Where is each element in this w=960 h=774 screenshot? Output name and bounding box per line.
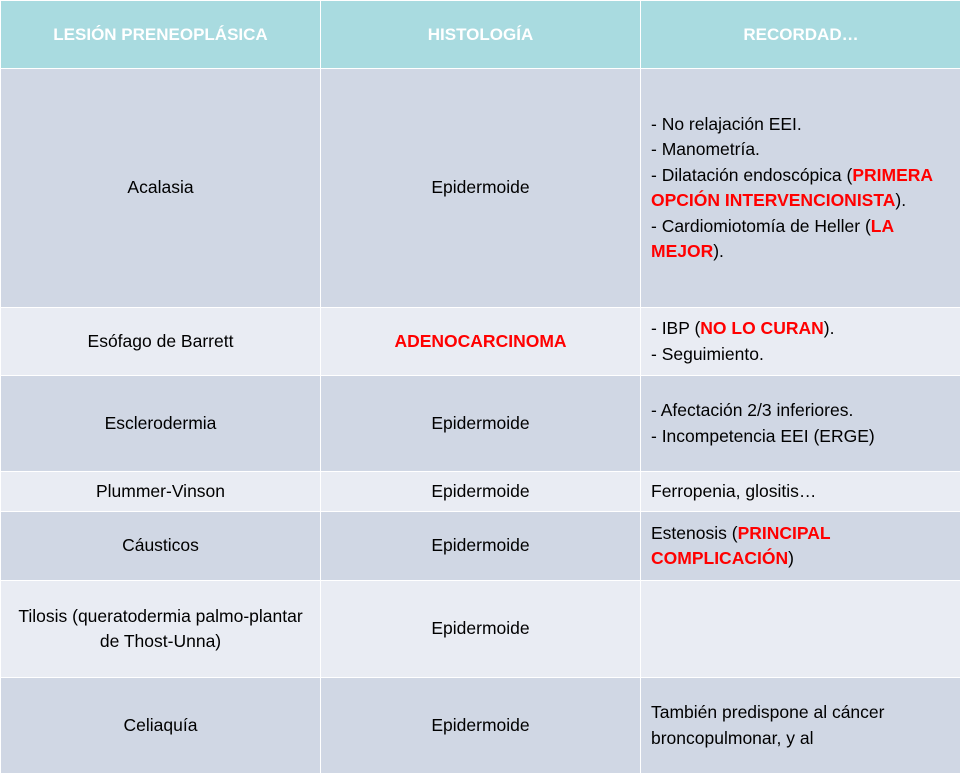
notes-cell — [641, 376, 960, 472]
lesion-cell: Tilosis (queratodermia palmo-plantar de Thost-Unna) — [1, 581, 321, 678]
note-line: - Manometría. — [651, 137, 953, 163]
note-text: ) — [788, 548, 794, 568]
histology-cell: Epidermoide — [321, 581, 641, 678]
note-text: Estenosis ( — [651, 523, 738, 543]
table-row — [1, 512, 960, 581]
notes-cell — [641, 581, 960, 678]
histology-cell: Epidermoide — [321, 512, 641, 581]
lesion-cell: Esclerodermia — [1, 376, 321, 472]
header-lesion: LESIÓN PRENEOPLÁSICA — [1, 1, 321, 69]
note-line — [651, 214, 953, 265]
table-header-row — [1, 1, 960, 69]
histology-cell: Epidermoide — [321, 69, 641, 308]
highlight-text: PRIMERA OPCIÓN INTERVENCIONISTA — [651, 165, 932, 211]
header-notes: RECORDAD… — [641, 1, 960, 69]
lesion-cell: Plummer-Vinson — [1, 472, 321, 512]
histology-cell: ADENOCARCINOMA — [321, 308, 641, 376]
lesion-cell: Acalasia — [1, 69, 321, 308]
highlight-text: NO LO CURAN — [700, 318, 823, 338]
highlight-text: PRINCIPAL COMPLICACIÓN — [651, 523, 830, 569]
note-text: - Cardiomiotomía de Heller ( — [651, 216, 871, 236]
note-line: - No relajación EEI. — [651, 112, 953, 138]
note-text: - IBP ( — [651, 318, 700, 338]
histology-cell: Epidermoide — [321, 678, 641, 774]
note-text: ). — [824, 318, 835, 338]
table-row — [1, 678, 960, 774]
lesion-cell: Cáusticos — [1, 512, 321, 581]
note-line — [651, 163, 953, 214]
table-row — [1, 308, 960, 376]
lesion-cell: Celiaquía — [1, 678, 321, 774]
lesion-cell: Esófago de Barrett — [1, 308, 321, 376]
histology-cell: Epidermoide — [321, 472, 641, 512]
note-line — [651, 316, 953, 342]
note-text: - Dilatación endoscópica ( — [651, 165, 852, 185]
table-row — [1, 69, 960, 308]
notes-cell: También predispone al cáncer broncopulmonar, y al — [641, 678, 960, 774]
notes-cell — [641, 308, 960, 376]
highlight-text: LA MEJOR — [651, 216, 893, 262]
note-line: - Seguimiento. — [651, 342, 953, 368]
notes-cell — [641, 69, 960, 308]
table-row — [1, 472, 960, 512]
note-text: ). — [713, 241, 724, 261]
note-text: ). — [895, 190, 906, 210]
notes-cell — [641, 512, 960, 581]
note-line: - Afectación 2/3 inferiores. — [651, 398, 953, 424]
notes-cell: Ferropenia, glositis… — [641, 472, 960, 512]
note-line: - Incompetencia EEI (ERGE) — [651, 424, 953, 450]
header-histology: HISTOLOGÍA — [321, 1, 641, 69]
table-row — [1, 376, 960, 472]
histology-cell: Epidermoide — [321, 376, 641, 472]
table-row — [1, 581, 960, 678]
